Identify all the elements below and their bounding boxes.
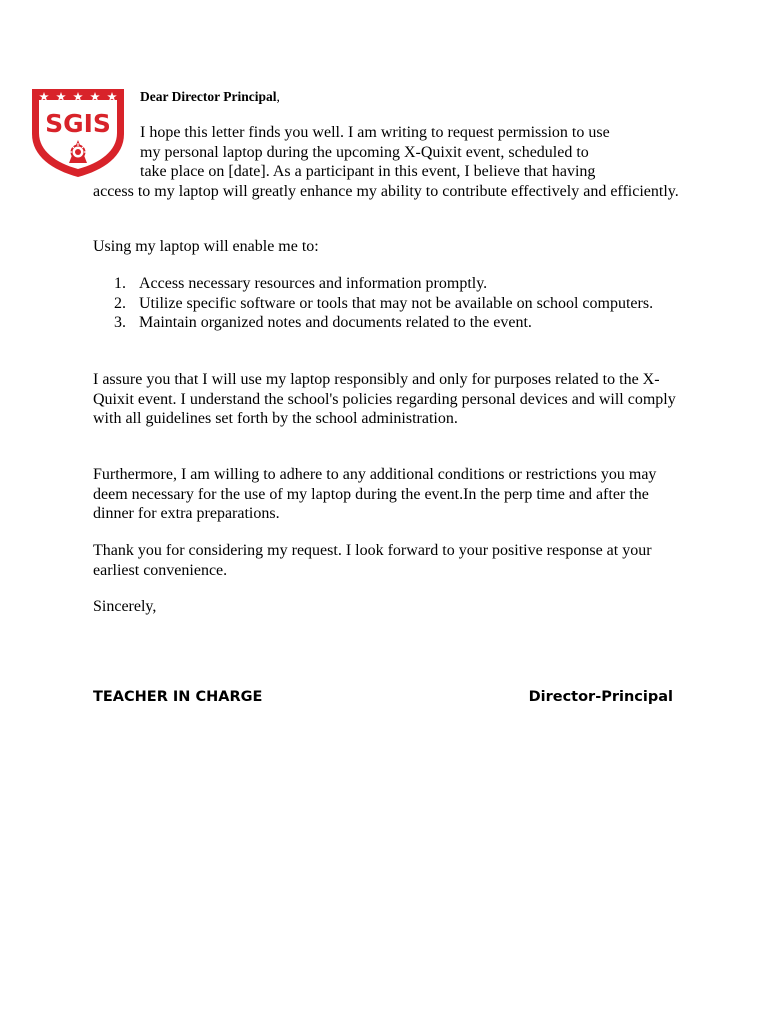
paragraph-thanks: Thank you for considering my request. I look forward to your positive response at your earliest convenience. xyxy=(93,542,652,579)
list-item: 3. Maintain organized notes and documents related to the event. xyxy=(114,314,532,331)
paragraph-assurance: I assure you that I will use my laptop responsibly and only for purposes related to the X-Quixit event. I understand the school's policies regarding personal devices and will comply with all guidelines set forth by the school administration. xyxy=(93,371,676,427)
list-item: 2. Utilize specific software or tools that may not be available on school computers. xyxy=(114,294,654,312)
salutation: Dear Director Principal, xyxy=(140,89,280,104)
logo-text: SGIS xyxy=(45,109,111,138)
signature-director: Director-Principal xyxy=(528,689,673,705)
closing: Sincerely, xyxy=(93,598,157,615)
paragraph-conditions: Furthermore, I am willing to adhere to any additional conditions or restrictions you may deem necessary for the use of my laptop during the event.In the perp time and after the dinner for extra preparations. xyxy=(93,466,657,522)
benefits-list xyxy=(93,274,683,333)
paragraph-intro: I hope this letter finds you well. I am writing to request permission to use my personal laptop during the upcoming X-Quixit event, scheduled to take place on [date]. As a participant in this event, I believe that having access to my laptop will greatly enhance my ability to contribute effectively and efficiently. xyxy=(93,124,679,200)
list-item: 1. Access necessary resources and information promptly. xyxy=(114,275,488,292)
paragraph-list-intro: Using my laptop will enable me to: xyxy=(93,238,319,255)
signature-teacher: TEACHER IN CHARGE xyxy=(93,689,263,705)
